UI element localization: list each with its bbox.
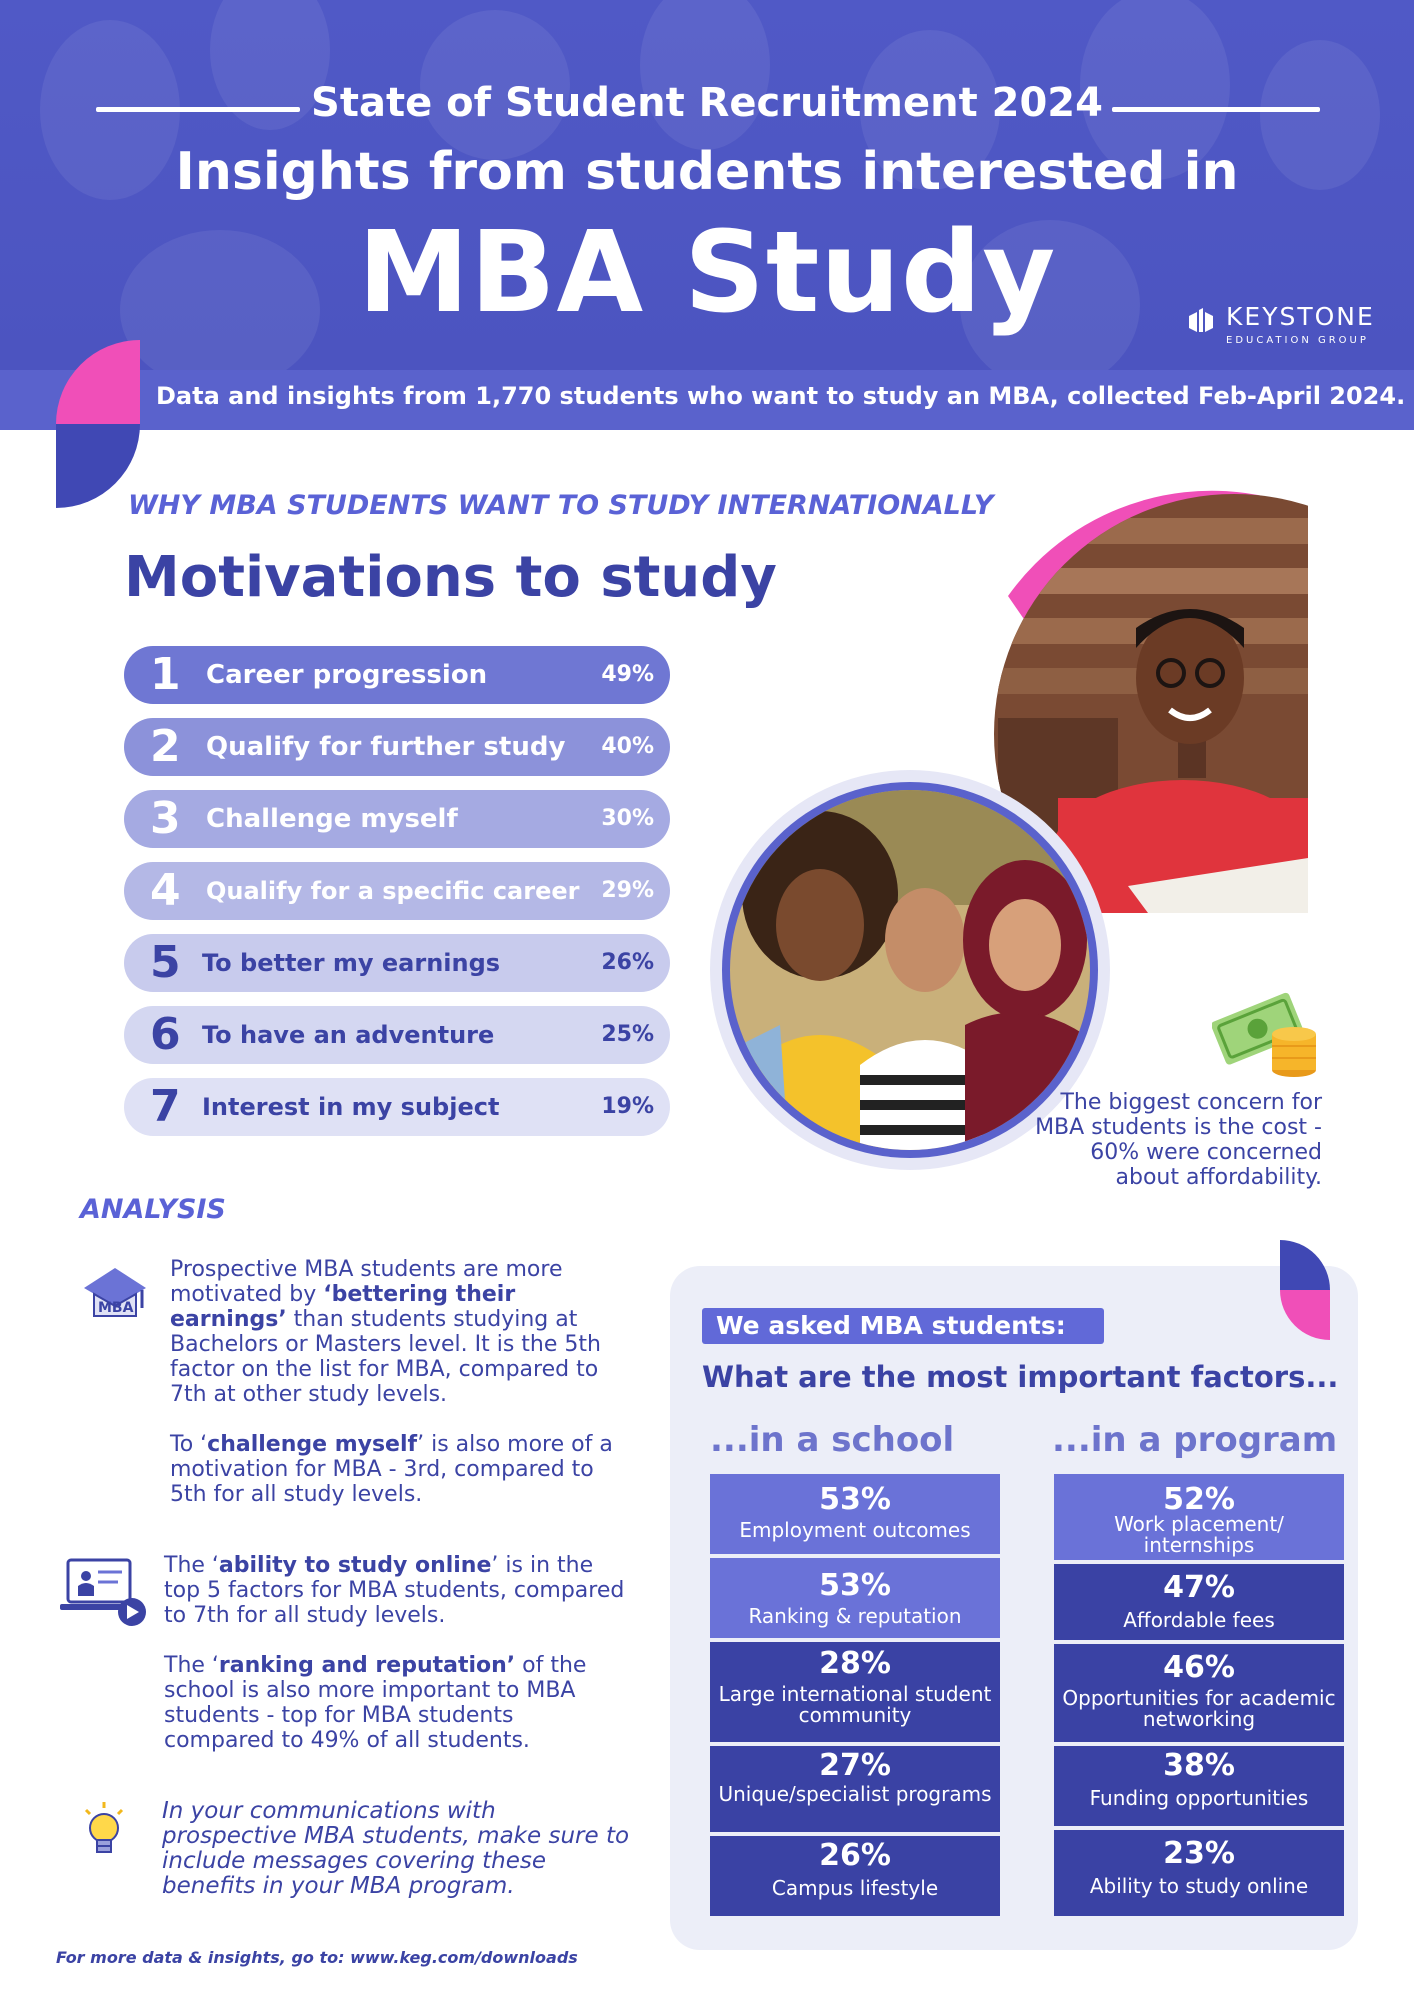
pink-half-circle-decoration <box>56 340 140 424</box>
analysis-highlight: challenge myself <box>207 1432 418 1457</box>
school-factor <box>710 1836 1000 1916</box>
analysis-text: ’ is also more of a motivation for MBA - 3rd, compared to 5th for all study levels. <box>170 1432 613 1507</box>
factor-label: Large international student community <box>718 1682 992 1727</box>
motivation-percent: 26% <box>601 950 654 975</box>
analysis-text: The ‘ <box>164 1653 219 1678</box>
program-factor <box>1054 1474 1344 1560</box>
motivations-title: Motivations to study <box>124 545 777 610</box>
brand-subtitle: EDUCATION GROUP <box>1226 335 1369 346</box>
motivation-row <box>124 646 670 704</box>
lightbulb-icon <box>80 1800 128 1860</box>
school-factor <box>710 1474 1000 1554</box>
factor-percent: 26% <box>819 1838 891 1873</box>
motivation-row <box>124 862 670 920</box>
factor-percent: 28% <box>819 1646 891 1681</box>
motivation-percent: 40% <box>601 734 654 759</box>
program-factor <box>1054 1746 1344 1826</box>
program-column-heading: ...in a program <box>1052 1420 1338 1460</box>
motivation-label: Career progression <box>206 660 488 690</box>
brand-name: KEYSTONE <box>1226 302 1375 331</box>
analysis-text: To ‘ <box>170 1432 208 1457</box>
factor-label: Opportunities for academic networking <box>1062 1686 1336 1731</box>
factor-percent: 38% <box>1163 1748 1235 1783</box>
factor-label: Employment outcomes <box>739 1518 971 1542</box>
school-factor <box>710 1746 1000 1832</box>
analysis-paragraph-challenge <box>170 1432 630 1507</box>
analysis-text: than students studying at Bachelors or Masters level. It is the 5th factor on the list for MBA, compared to 7th at other study levels. <box>170 1307 601 1407</box>
motivation-rank: 5 <box>150 937 181 988</box>
factor-label: Work placement/ internships <box>1114 1512 1284 1557</box>
motivation-row <box>124 1006 670 1064</box>
motivation-rank: 6 <box>150 1009 181 1060</box>
school-factor <box>710 1558 1000 1638</box>
motivation-row <box>124 1078 670 1136</box>
blue-quarter-decoration <box>1280 1240 1330 1290</box>
motivation-percent: 49% <box>601 662 654 687</box>
motivation-label: To better my earnings <box>202 949 501 977</box>
motivation-percent: 25% <box>601 1022 654 1047</box>
factor-percent: 23% <box>1163 1836 1235 1871</box>
motivation-rank: 1 <box>150 649 181 700</box>
footer-link[interactable]: For more data & insights, go to: www.keg.com/downloads <box>56 1948 578 1967</box>
subtitle: Insights from students interested in <box>175 142 1239 202</box>
motivation-label: Challenge myself <box>206 804 458 834</box>
analysis-text: Prospective MBA students are more motivated by <box>170 1257 563 1307</box>
motivation-rank: 2 <box>150 721 181 772</box>
motivation-label: Qualify for further study <box>206 732 566 762</box>
program-factor <box>1054 1644 1344 1742</box>
factor-percent: 52% <box>1163 1482 1235 1517</box>
analysis-text: ’ is in the top 5 factors for MBA students, compared to 7th for all study levels. <box>164 1553 625 1628</box>
factor-label: Ability to study online <box>1089 1874 1309 1898</box>
motivation-row <box>124 718 670 776</box>
motivation-rank: 3 <box>150 793 181 844</box>
motivation-row <box>124 790 670 848</box>
money-coins-icon <box>1212 990 1322 1080</box>
report-name: State of Student Recruitment 2024 <box>311 80 1103 126</box>
factor-label: Campus lifestyle <box>771 1876 939 1900</box>
motivation-label: Interest in my subject <box>202 1093 500 1121</box>
factor-percent: 27% <box>819 1748 891 1783</box>
page-title: MBA Study <box>357 208 1057 338</box>
motivation-label: To have an adventure <box>202 1021 495 1049</box>
analysis-text: The ‘ <box>164 1553 219 1578</box>
cost-concern-note: The biggest concern for MBA students is the cost - 60% were concerned about affordability. <box>1035 1090 1322 1190</box>
motivation-row <box>124 934 670 992</box>
analysis-paragraph-ranking <box>164 1653 630 1753</box>
analysis-highlight: ability to study online <box>218 1553 492 1578</box>
survey-question-label: We asked MBA students: <box>702 1308 1104 1344</box>
pink-quarter-decoration <box>1280 1290 1330 1340</box>
analysis-highlight: ranking and reputation’ <box>218 1653 516 1678</box>
factor-percent: 53% <box>819 1568 891 1603</box>
motivation-rank: 4 <box>150 865 181 916</box>
data-source-text: Data and insights from 1,770 students who want to study an MBA, collected Feb-April 2024. <box>156 382 1406 410</box>
motivation-percent: 29% <box>601 878 654 903</box>
motivation-label: Qualify for a specific career <box>206 877 580 905</box>
factor-label: Unique/specialist programs <box>718 1782 992 1806</box>
communications-tip: In your communications with prospective MBA students, make sure to include messages covering these benefits in your MBA program. <box>162 1798 630 1899</box>
factor-percent: 53% <box>819 1482 891 1517</box>
school-factor <box>710 1642 1000 1742</box>
factor-label: Funding opportunities <box>1089 1786 1309 1810</box>
motivation-percent: 30% <box>601 806 654 831</box>
survey-question: What are the most important factors... <box>702 1360 1339 1394</box>
analysis-paragraph-earnings <box>170 1257 630 1407</box>
factor-label: Ranking & reputation <box>748 1604 962 1628</box>
factor-label: Affordable fees <box>1123 1608 1275 1632</box>
mba-badge-text: MBA <box>98 1300 134 1316</box>
analysis-paragraph-online <box>164 1553 630 1628</box>
factor-percent: 47% <box>1163 1570 1235 1605</box>
online-learning-icon <box>60 1556 148 1628</box>
mba-cap-icon <box>76 1256 154 1326</box>
factor-percent: 46% <box>1163 1650 1235 1685</box>
analysis-text: of the school is also more important to MBA students - top for MBA students compared to 49% of all students. <box>164 1653 587 1753</box>
program-factor <box>1054 1564 1344 1640</box>
motivation-percent: 19% <box>601 1094 654 1119</box>
motivation-rank: 7 <box>150 1081 181 1132</box>
keystone-logo-icon <box>1188 306 1214 334</box>
analysis-highlight: ‘bettering their earnings’ <box>170 1282 516 1332</box>
analysis-title: ANALYSIS <box>80 1194 226 1225</box>
program-factor <box>1054 1830 1344 1916</box>
school-column-heading: ...in a school <box>710 1420 955 1460</box>
section-kicker: WHY MBA STUDENTS WANT TO STUDY INTERNATIONALLY <box>128 490 994 521</box>
